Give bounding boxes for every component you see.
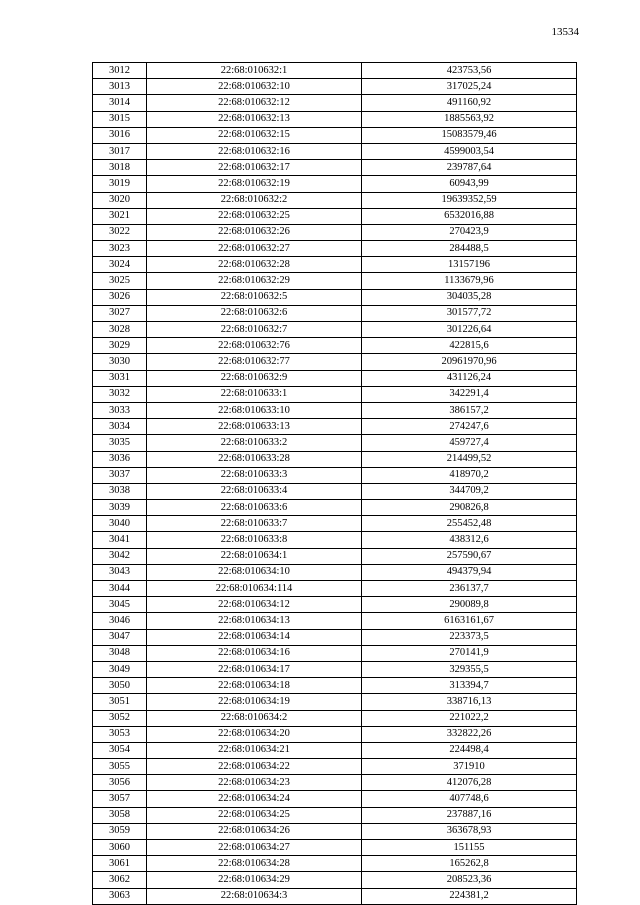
cadastral-number-cell: 22:68:010632:12 xyxy=(147,95,362,111)
row-number-cell: 3051 xyxy=(93,694,147,710)
row-number-cell: 3050 xyxy=(93,678,147,694)
cadastral-value-cell: 329355,5 xyxy=(362,661,577,677)
cadastral-value-cell: 422815,6 xyxy=(362,338,577,354)
table-row xyxy=(93,160,577,176)
cadastral-number-cell: 22:68:010634:12 xyxy=(147,597,362,613)
row-number-cell: 3018 xyxy=(93,160,147,176)
table-row xyxy=(93,435,577,451)
table-row xyxy=(93,856,577,872)
row-number-cell: 3021 xyxy=(93,208,147,224)
cadastral-value-cell: 344709,2 xyxy=(362,483,577,499)
cadastral-number-cell: 22:68:010632:27 xyxy=(147,241,362,257)
cadastral-value-cell: 274247,6 xyxy=(362,419,577,435)
cadastral-number-cell: 22:68:010632:5 xyxy=(147,289,362,305)
table-row xyxy=(93,354,577,370)
table-row xyxy=(93,402,577,418)
row-number-cell: 3062 xyxy=(93,872,147,888)
table-row xyxy=(93,742,577,758)
table-row xyxy=(93,208,577,224)
cadastral-value-cell: 431126,24 xyxy=(362,370,577,386)
table-row xyxy=(93,597,577,613)
row-number-cell: 3058 xyxy=(93,807,147,823)
table-row xyxy=(93,726,577,742)
cadastral-value-cell: 418970,2 xyxy=(362,467,577,483)
row-number-cell: 3059 xyxy=(93,823,147,839)
cadastral-number-cell: 22:68:010634:19 xyxy=(147,694,362,710)
table-row xyxy=(93,467,577,483)
cadastral-number-cell: 22:68:010634:14 xyxy=(147,629,362,645)
cadastral-value-cell: 151155 xyxy=(362,840,577,856)
table-row xyxy=(93,386,577,402)
row-number-cell: 3030 xyxy=(93,354,147,370)
row-number-cell: 3022 xyxy=(93,224,147,240)
cadastral-value-cell: 4599003,54 xyxy=(362,143,577,159)
table-row xyxy=(93,483,577,499)
row-number-cell: 3016 xyxy=(93,127,147,143)
cadastral-number-cell: 22:68:010634:24 xyxy=(147,791,362,807)
cadastral-value-cell: 313394,7 xyxy=(362,678,577,694)
cadastral-value-cell: 1133679,96 xyxy=(362,273,577,289)
cadastral-number-cell: 22:68:010633:3 xyxy=(147,467,362,483)
table-row xyxy=(93,775,577,791)
cadastral-value-cell: 332822,26 xyxy=(362,726,577,742)
cadastral-number-cell: 22:68:010634:13 xyxy=(147,613,362,629)
cadastral-value-cell: 237887,16 xyxy=(362,807,577,823)
table-row xyxy=(93,581,577,597)
table-row xyxy=(93,694,577,710)
cadastral-value-cell: 284488,5 xyxy=(362,241,577,257)
cadastral-value-cell: 423753,56 xyxy=(362,63,577,79)
table-row xyxy=(93,645,577,661)
cadastral-value-cell: 304035,28 xyxy=(362,289,577,305)
cadastral-value-cell: 407748,6 xyxy=(362,791,577,807)
row-number-cell: 3041 xyxy=(93,532,147,548)
row-number-cell: 3017 xyxy=(93,143,147,159)
cadastral-number-cell: 22:68:010632:7 xyxy=(147,322,362,338)
row-number-cell: 3013 xyxy=(93,79,147,95)
row-number-cell: 3025 xyxy=(93,273,147,289)
table-row xyxy=(93,111,577,127)
row-number-cell: 3042 xyxy=(93,548,147,564)
table-row xyxy=(93,500,577,516)
cadastral-value-cell: 221022,2 xyxy=(362,710,577,726)
cadastral-value-cell: 491160,92 xyxy=(362,95,577,111)
cadastral-number-cell: 22:68:010634:21 xyxy=(147,742,362,758)
cadastral-number-cell: 22:68:010634:3 xyxy=(147,888,362,904)
table-row xyxy=(93,840,577,856)
row-number-cell: 3037 xyxy=(93,467,147,483)
cadastral-number-cell: 22:68:010633:10 xyxy=(147,402,362,418)
cadastral-number-cell: 22:68:010634:27 xyxy=(147,840,362,856)
cadastral-value-cell: 208523,36 xyxy=(362,872,577,888)
cadastral-value-cell: 60943,99 xyxy=(362,176,577,192)
row-number-cell: 3048 xyxy=(93,645,147,661)
cadastral-number-cell: 22:68:010632:2 xyxy=(147,192,362,208)
row-number-cell: 3061 xyxy=(93,856,147,872)
table-row xyxy=(93,79,577,95)
page-number: 13534 xyxy=(551,26,579,38)
cadastral-value-cell: 459727,4 xyxy=(362,435,577,451)
cadastral-number-cell: 22:68:010632:13 xyxy=(147,111,362,127)
table-row xyxy=(93,322,577,338)
row-number-cell: 3060 xyxy=(93,840,147,856)
cadastral-value-cell: 270141,9 xyxy=(362,645,577,661)
cadastral-value-cell: 214499,52 xyxy=(362,451,577,467)
row-number-cell: 3039 xyxy=(93,500,147,516)
table-row xyxy=(93,678,577,694)
table-row xyxy=(93,661,577,677)
row-number-cell: 3033 xyxy=(93,402,147,418)
cadastral-value-cell: 1885563,92 xyxy=(362,111,577,127)
cadastral-number-cell: 22:68:010634:20 xyxy=(147,726,362,742)
cadastral-number-cell: 22:68:010633:1 xyxy=(147,386,362,402)
cadastral-number-cell: 22:68:010632:15 xyxy=(147,127,362,143)
table-row xyxy=(93,305,577,321)
row-number-cell: 3040 xyxy=(93,516,147,532)
table-row xyxy=(93,143,577,159)
cadastral-number-cell: 22:68:010632:17 xyxy=(147,160,362,176)
cadastral-number-cell: 22:68:010634:1 xyxy=(147,548,362,564)
cadastral-value-cell: 255452,48 xyxy=(362,516,577,532)
row-number-cell: 3038 xyxy=(93,483,147,499)
cadastral-value-cell: 317025,24 xyxy=(362,79,577,95)
row-number-cell: 3034 xyxy=(93,419,147,435)
cadastral-value-cell: 165262,8 xyxy=(362,856,577,872)
cadastral-number-cell: 22:68:010632:19 xyxy=(147,176,362,192)
row-number-cell: 3036 xyxy=(93,451,147,467)
row-number-cell: 3012 xyxy=(93,63,147,79)
table-row xyxy=(93,759,577,775)
cadastral-value-cell: 301226,64 xyxy=(362,322,577,338)
cadastral-number-cell: 22:68:010634:16 xyxy=(147,645,362,661)
table-row xyxy=(93,257,577,273)
cadastral-value-cell: 371910 xyxy=(362,759,577,775)
table-row xyxy=(93,224,577,240)
cadastral-value-cell: 20961970,96 xyxy=(362,354,577,370)
cadastral-value-table xyxy=(92,62,577,905)
cadastral-value-cell: 257590,67 xyxy=(362,548,577,564)
cadastral-value-cell: 301577,72 xyxy=(362,305,577,321)
cadastral-number-cell: 22:68:010634:17 xyxy=(147,661,362,677)
cadastral-number-cell: 22:68:010634:22 xyxy=(147,759,362,775)
cadastral-number-cell: 22:68:010632:25 xyxy=(147,208,362,224)
cadastral-value-cell: 342291,4 xyxy=(362,386,577,402)
cadastral-value-cell: 363678,93 xyxy=(362,823,577,839)
table-row xyxy=(93,419,577,435)
cadastral-number-cell: 22:68:010634:26 xyxy=(147,823,362,839)
table-row xyxy=(93,791,577,807)
table-row xyxy=(93,564,577,580)
table-row xyxy=(93,370,577,386)
table-row xyxy=(93,273,577,289)
cadastral-number-cell: 22:68:010632:6 xyxy=(147,305,362,321)
cadastral-value-cell: 270423,9 xyxy=(362,224,577,240)
cadastral-value-cell: 290826,8 xyxy=(362,500,577,516)
cadastral-number-cell: 22:68:010633:7 xyxy=(147,516,362,532)
cadastral-value-cell: 494379,94 xyxy=(362,564,577,580)
row-number-cell: 3054 xyxy=(93,742,147,758)
row-number-cell: 3057 xyxy=(93,791,147,807)
cadastral-number-cell: 22:68:010634:29 xyxy=(147,872,362,888)
cadastral-number-cell: 22:68:010633:6 xyxy=(147,500,362,516)
cadastral-number-cell: 22:68:010634:114 xyxy=(147,581,362,597)
cadastral-number-cell: 22:68:010634:28 xyxy=(147,856,362,872)
table-row xyxy=(93,710,577,726)
cadastral-number-cell: 22:68:010633:8 xyxy=(147,532,362,548)
row-number-cell: 3043 xyxy=(93,564,147,580)
row-number-cell: 3056 xyxy=(93,775,147,791)
row-number-cell: 3028 xyxy=(93,322,147,338)
cadastral-value-cell: 6163161,67 xyxy=(362,613,577,629)
row-number-cell: 3031 xyxy=(93,370,147,386)
cadastral-value-cell: 19639352,59 xyxy=(362,192,577,208)
cadastral-number-cell: 22:68:010632:28 xyxy=(147,257,362,273)
row-number-cell: 3032 xyxy=(93,386,147,402)
cadastral-number-cell: 22:68:010632:76 xyxy=(147,338,362,354)
cadastral-value-cell: 6532016,88 xyxy=(362,208,577,224)
cadastral-number-cell: 22:68:010633:13 xyxy=(147,419,362,435)
cadastral-number-cell: 22:68:010632:26 xyxy=(147,224,362,240)
row-number-cell: 3053 xyxy=(93,726,147,742)
row-number-cell: 3019 xyxy=(93,176,147,192)
table-row xyxy=(93,807,577,823)
table-row xyxy=(93,176,577,192)
cadastral-value-cell: 15083579,46 xyxy=(362,127,577,143)
table-row xyxy=(93,516,577,532)
row-number-cell: 3027 xyxy=(93,305,147,321)
table-row xyxy=(93,888,577,904)
table-row xyxy=(93,613,577,629)
cadastral-value-cell: 438312,6 xyxy=(362,532,577,548)
cadastral-number-cell: 22:68:010632:1 xyxy=(147,63,362,79)
table-row xyxy=(93,629,577,645)
cadastral-value-cell: 224381,2 xyxy=(362,888,577,904)
cadastral-number-cell: 22:68:010634:18 xyxy=(147,678,362,694)
cadastral-value-cell: 236137,7 xyxy=(362,581,577,597)
row-number-cell: 3024 xyxy=(93,257,147,273)
row-number-cell: 3046 xyxy=(93,613,147,629)
row-number-cell: 3020 xyxy=(93,192,147,208)
cadastral-number-cell: 22:68:010634:10 xyxy=(147,564,362,580)
row-number-cell: 3052 xyxy=(93,710,147,726)
cadastral-value-cell: 290089,8 xyxy=(362,597,577,613)
cadastral-value-cell: 239787,64 xyxy=(362,160,577,176)
table-row xyxy=(93,241,577,257)
table-row xyxy=(93,192,577,208)
cadastral-number-cell: 22:68:010634:23 xyxy=(147,775,362,791)
row-number-cell: 3035 xyxy=(93,435,147,451)
cadastral-number-cell: 22:68:010632:10 xyxy=(147,79,362,95)
row-number-cell: 3015 xyxy=(93,111,147,127)
table-row xyxy=(93,451,577,467)
cadastral-value-cell: 223373,5 xyxy=(362,629,577,645)
table-row xyxy=(93,548,577,564)
row-number-cell: 3044 xyxy=(93,581,147,597)
table-row xyxy=(93,63,577,79)
cadastral-value-cell: 338716,13 xyxy=(362,694,577,710)
table-row xyxy=(93,532,577,548)
cadastral-number-cell: 22:68:010632:16 xyxy=(147,143,362,159)
table-body xyxy=(93,63,577,905)
row-number-cell: 3045 xyxy=(93,597,147,613)
cadastral-number-cell: 22:68:010633:4 xyxy=(147,483,362,499)
row-number-cell: 3029 xyxy=(93,338,147,354)
row-number-cell: 3049 xyxy=(93,661,147,677)
table-row xyxy=(93,338,577,354)
row-number-cell: 3047 xyxy=(93,629,147,645)
cadastral-number-cell: 22:68:010633:2 xyxy=(147,435,362,451)
table-row xyxy=(93,823,577,839)
row-number-cell: 3063 xyxy=(93,888,147,904)
table-row xyxy=(93,95,577,111)
cadastral-value-cell: 224498,4 xyxy=(362,742,577,758)
cadastral-number-cell: 22:68:010632:9 xyxy=(147,370,362,386)
cadastral-number-cell: 22:68:010634:2 xyxy=(147,710,362,726)
table-row xyxy=(93,127,577,143)
row-number-cell: 3014 xyxy=(93,95,147,111)
row-number-cell: 3055 xyxy=(93,759,147,775)
table-row xyxy=(93,289,577,305)
cadastral-number-cell: 22:68:010632:77 xyxy=(147,354,362,370)
cadastral-number-cell: 22:68:010633:28 xyxy=(147,451,362,467)
cadastral-value-cell: 13157196 xyxy=(362,257,577,273)
row-number-cell: 3023 xyxy=(93,241,147,257)
row-number-cell: 3026 xyxy=(93,289,147,305)
table-row xyxy=(93,872,577,888)
cadastral-number-cell: 22:68:010634:25 xyxy=(147,807,362,823)
cadastral-value-cell: 386157,2 xyxy=(362,402,577,418)
cadastral-number-cell: 22:68:010632:29 xyxy=(147,273,362,289)
cadastral-value-cell: 412076,28 xyxy=(362,775,577,791)
